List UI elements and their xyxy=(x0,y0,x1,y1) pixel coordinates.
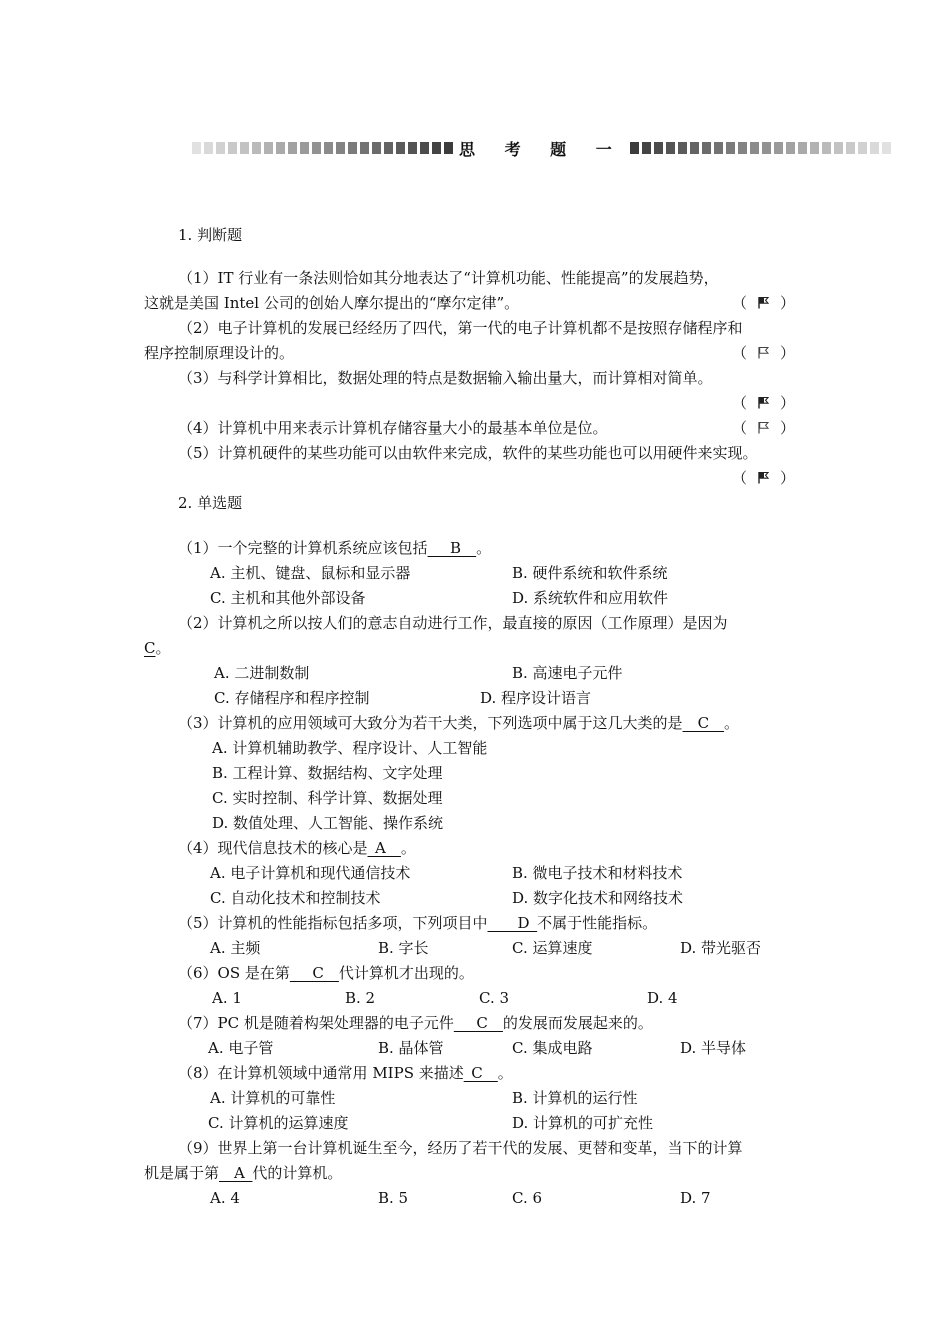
banner-block xyxy=(324,142,333,154)
banner-block xyxy=(846,142,855,154)
banner-block xyxy=(654,142,663,154)
banner-block xyxy=(738,142,747,154)
choice-q6-stem: （6）OS 是在第___C__代计算机才出现的。 xyxy=(178,964,474,982)
choice-q2-option-d: D. 程序设计语言 xyxy=(480,689,592,707)
banner-block xyxy=(336,142,345,154)
answer-blank: __A_ xyxy=(219,1164,253,1182)
banner-block xyxy=(810,142,819,154)
banner-left-bar xyxy=(192,142,453,154)
choice-q4-option-a: A. 电子计算机和现代通信技术 xyxy=(210,864,411,882)
choice-q4-option-d: D. 数字化技术和网络技术 xyxy=(512,889,684,907)
choice-q1-option-d: D. 系统软件和应用软件 xyxy=(512,589,669,607)
choice-q9-option-b: B. 5 xyxy=(378,1189,409,1207)
judge-q4-answer: （ ） xyxy=(732,419,796,437)
choice-q4-option-c: C. 自动化技术和控制技术 xyxy=(210,889,381,907)
choice-q7-option-d: D. 半导体 xyxy=(680,1039,747,1057)
choice-q3-option-c: C. 实时控制、科学计算、数据处理 xyxy=(212,789,443,807)
banner-block xyxy=(264,142,273,154)
banner-block xyxy=(702,142,711,154)
answer-blank: ___B__ xyxy=(427,539,477,557)
flag-icon xyxy=(757,394,770,407)
banner-block xyxy=(630,142,639,154)
choice-q9-stem-line2: 机是属于第__A_代的计算机。 xyxy=(144,1164,343,1182)
flag-outline-icon xyxy=(757,344,770,357)
banner-block xyxy=(714,142,723,154)
choice-q4-option-b: B. 微电子技术和材料技术 xyxy=(512,864,683,882)
banner-block xyxy=(420,142,429,154)
choice-q7-option-c: C. 集成电路 xyxy=(512,1039,593,1057)
choice-q3-option-a: A. 计算机辅助教学、程序设计、人工智能 xyxy=(212,739,488,757)
choice-q1-option-c: C. 主机和其他外部设备 xyxy=(210,589,366,607)
banner-block xyxy=(408,142,417,154)
flag-outline-icon xyxy=(757,419,770,432)
section-heading-judgement: 1. 判断题 xyxy=(178,226,243,244)
banner-block xyxy=(690,142,699,154)
choice-q1-stem: （1）一个完整的计算机系统应该包括___B__。 xyxy=(178,539,492,557)
choice-q9-option-d: D. 7 xyxy=(680,1189,711,1207)
banner-block xyxy=(312,142,321,154)
choice-q5-option-a: A. 主频 xyxy=(210,939,261,957)
judge-q1-line2: 这就是美国 Intel 公司的创始人摩尔提出的“摩尔定律”。 xyxy=(144,294,520,312)
answer-blank: ___C__ xyxy=(289,964,339,982)
banner-block xyxy=(726,142,735,154)
banner-block xyxy=(396,142,405,154)
banner-block xyxy=(204,142,213,154)
banner-block xyxy=(216,142,225,154)
choice-q1-option-b: B. 硬件系统和软件系统 xyxy=(512,564,668,582)
banner-block xyxy=(240,142,249,154)
banner-block xyxy=(372,142,381,154)
banner-right-bar xyxy=(630,142,891,154)
judge-q1-answer: （ ） xyxy=(732,294,796,312)
banner-block xyxy=(882,142,891,154)
judge-q5-answer: （ ） xyxy=(732,469,796,487)
judge-q3-answer: （ ） xyxy=(732,394,796,412)
judge-q2-answer: （ ） xyxy=(732,344,796,362)
choice-q5-option-c: C. 运算速度 xyxy=(512,939,593,957)
banner-block xyxy=(348,142,357,154)
answer-blank: ___C__ xyxy=(453,1014,503,1032)
choice-q5-option-d: D. 带光驱否 xyxy=(680,939,762,957)
banner-block xyxy=(774,142,783,154)
banner-block xyxy=(432,142,441,154)
choice-q2-option-b: B. 高速电子元件 xyxy=(512,664,623,682)
flag-icon xyxy=(757,469,770,482)
banner-block xyxy=(360,142,369,154)
answer-blank: __C__ xyxy=(682,714,725,732)
judge-q2-line2: 程序控制原理设计的。 xyxy=(144,344,295,362)
banner-block xyxy=(252,142,261,154)
choice-q4-stem: （4）现代信息技术的核心是_A__。 xyxy=(178,839,416,857)
page-title: 思 考 题 一 xyxy=(459,139,624,159)
banner-block xyxy=(384,142,393,154)
banner-block xyxy=(858,142,867,154)
choice-q2-option-c: C. 存储程序和程序控制 xyxy=(214,689,370,707)
banner-block xyxy=(834,142,843,154)
banner-block xyxy=(192,142,201,154)
judge-q2-line1: （2）电子计算机的发展已经经历了四代，第一代的电子计算机都不是按照存储程序和 xyxy=(178,319,743,337)
banner-block xyxy=(276,142,285,154)
banner-block xyxy=(228,142,237,154)
choice-q3-option-d: D. 数值处理、人工智能、操作系统 xyxy=(212,814,444,832)
choice-q2-stem-line2: C。 xyxy=(144,639,171,657)
answer-blank: C xyxy=(144,639,156,657)
choice-q5-option-b: B. 字长 xyxy=(378,939,429,957)
choice-q7-stem: （7）PC 机是随着构架处理器的电子元件___C__的发展而发展起来的。 xyxy=(178,1014,653,1032)
choice-q8-option-d: D. 计算机的可扩充性 xyxy=(512,1114,654,1132)
answer-blank: ____D_ xyxy=(487,914,538,932)
banner-block xyxy=(786,142,795,154)
banner-block xyxy=(798,142,807,154)
choice-q8-option-a: A. 计算机的可靠性 xyxy=(210,1089,336,1107)
section-heading-single-choice: 2. 单选题 xyxy=(178,494,243,512)
banner-block xyxy=(678,142,687,154)
choice-q6-option-a: A. 1 xyxy=(212,989,242,1007)
choice-q6-option-b: B. 2 xyxy=(345,989,376,1007)
judge-q1-line1: （1）IT 行业有一条法则恰如其分地表达了“计算机功能、性能提高”的发展趋势， xyxy=(178,269,719,287)
choice-q2-stem-line1: （2）计算机之所以按人们的意志自动进行工作，最直接的原因（工作原理）是因为 xyxy=(178,614,728,632)
banner-block xyxy=(822,142,831,154)
answer-blank: _C__ xyxy=(463,1064,498,1082)
title-banner xyxy=(192,138,758,158)
judge-q3-line1: （3）与科学计算相比，数据处理的特点是数据输入输出量大，而计算相对简单。 xyxy=(178,369,713,387)
choice-q2-option-a: A. 二进制数制 xyxy=(214,664,310,682)
choice-q8-option-b: B. 计算机的运行性 xyxy=(512,1089,638,1107)
banner-block xyxy=(288,142,297,154)
banner-block xyxy=(642,142,651,154)
choice-q7-option-b: B. 晶体管 xyxy=(378,1039,444,1057)
choice-q8-option-c: C. 计算机的运算速度 xyxy=(208,1114,349,1132)
choice-q3-option-b: B. 工程计算、数据结构、文字处理 xyxy=(212,764,443,782)
banner-block xyxy=(300,142,309,154)
choice-q9-option-c: C. 6 xyxy=(512,1189,543,1207)
flag-icon xyxy=(757,294,770,307)
banner-block xyxy=(666,142,675,154)
choice-q1-option-a: A. 主机、键盘、鼠标和显示器 xyxy=(210,564,411,582)
choice-q9-option-a: A. 4 xyxy=(210,1189,240,1207)
choice-q9-stem-line1: （9）世界上第一台计算机诞生至今，经历了若干代的发展、更替和变革，当下的计算 xyxy=(178,1139,743,1157)
banner-block xyxy=(762,142,771,154)
answer-blank: _A__ xyxy=(367,839,401,857)
judge-q5-line1: （5）计算机硬件的某些功能可以由软件来完成，软件的某些功能也可以用硬件来实现。 xyxy=(178,444,758,462)
choice-q7-option-a: A. 电子管 xyxy=(208,1039,274,1057)
choice-q5-stem: （5）计算机的性能指标包括多项，下列项目中____D_不属于性能指标。 xyxy=(178,914,658,932)
judge-q4-line1: （4）计算机中用来表示计算机存储容量大小的最基本单位是位。 xyxy=(178,419,608,437)
choice-q6-option-d: D. 4 xyxy=(647,989,678,1007)
banner-block xyxy=(444,142,453,154)
choice-q8-stem: （8）在计算机领域中通常用 MIPS 来描述_C__。 xyxy=(178,1064,513,1082)
choice-q3-stem: （3）计算机的应用领域可大致分为若干大类，下列选项中属于这几大类的是__C__。 xyxy=(178,714,740,732)
choice-q6-option-c: C. 3 xyxy=(479,989,510,1007)
banner-block xyxy=(870,142,879,154)
banner-block xyxy=(750,142,759,154)
